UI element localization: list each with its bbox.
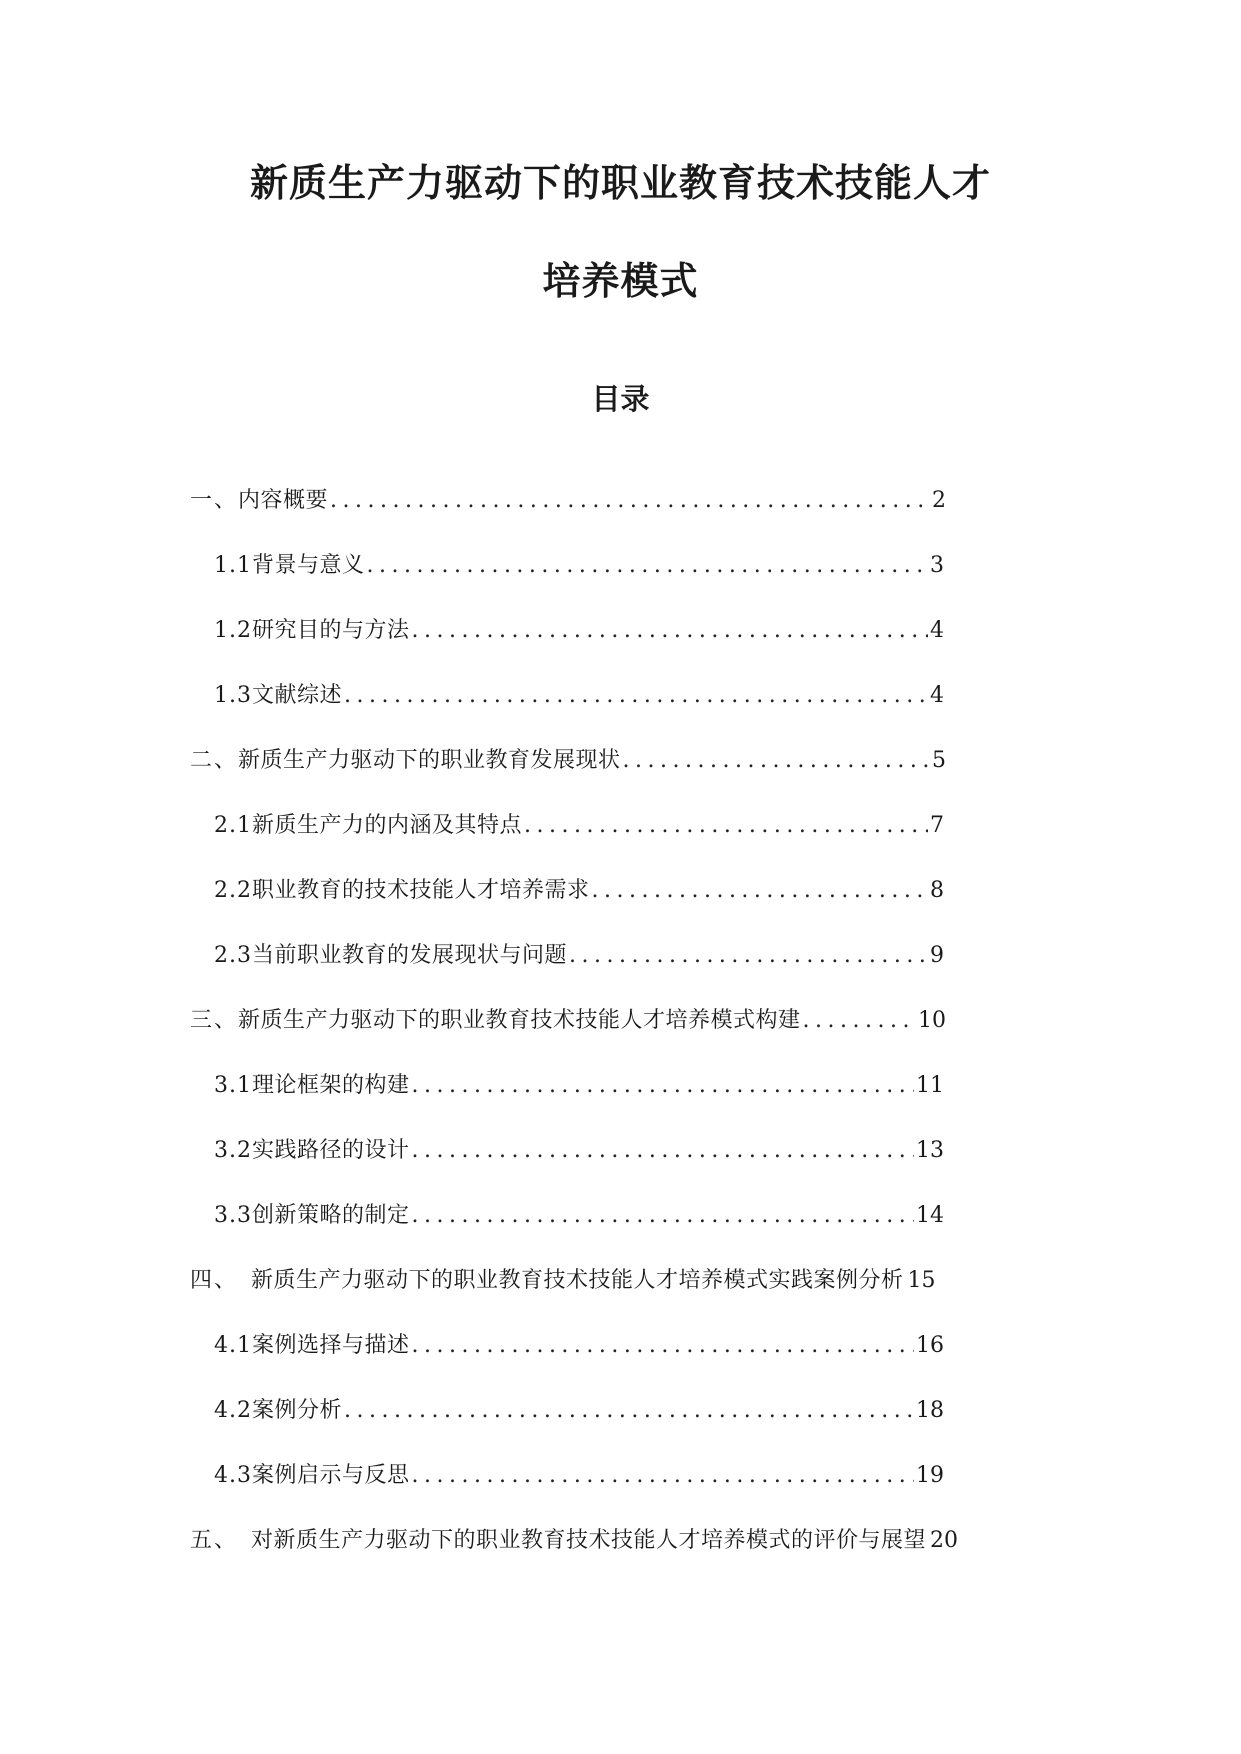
toc-entry[interactable]: [214, 1071, 944, 1101]
toc-entry[interactable]: [190, 1266, 1020, 1296]
toc-entry[interactable]: [214, 616, 944, 646]
toc-leader-dots: [328, 486, 930, 516]
toc-entry-number: 1.2: [214, 618, 252, 643]
toc-leader-dots: [410, 1136, 914, 1166]
document-title-line-2: 培养模式: [542, 258, 699, 303]
toc-entry[interactable]: [214, 681, 944, 711]
toc-entry-number: 1.3: [214, 683, 252, 708]
toc-entry-page: 3: [930, 553, 944, 578]
toc-entry-title: 新质生产力的内涵及其特点: [252, 813, 523, 838]
toc-entry[interactable]: [214, 941, 944, 971]
toc-leader-dots: [801, 1006, 916, 1036]
toc-entry[interactable]: [190, 1006, 946, 1036]
toc-entry-number: 1.1: [214, 553, 252, 578]
toc-entry-number: 3.3: [214, 1203, 252, 1228]
toc-leader-dots: [590, 876, 928, 906]
toc-entry-page: 16: [916, 1333, 944, 1358]
toc-entry[interactable]: [214, 876, 944, 906]
toc-entry-number: 2.3: [214, 943, 252, 968]
toc-entry-number: 4.3: [214, 1463, 252, 1488]
toc-entry-number: 3.1: [214, 1073, 252, 1098]
toc-entry-number: 五、: [190, 1528, 239, 1553]
toc-entry-page: 20: [930, 1528, 959, 1553]
toc-leader-dots: [410, 1331, 914, 1361]
toc-entry[interactable]: [190, 1526, 1050, 1556]
toc-entry-title: 背景与意义: [252, 553, 365, 578]
toc-entry[interactable]: [214, 551, 944, 581]
toc-entry-number: 2.2: [214, 878, 252, 903]
toc-entry-page: 4: [930, 683, 944, 708]
toc-entry-title: 当前职业教育的发展现状与问题: [252, 943, 568, 968]
toc-entry-number: 4.2: [214, 1398, 252, 1423]
toc-entry[interactable]: [190, 746, 946, 776]
toc-entry-title: 对新质生产力驱动下的职业教育技术技能人才培养模式的评价与展望: [251, 1528, 927, 1553]
toc-entry-page: 10: [918, 1008, 946, 1033]
toc-leader-dots: [410, 1201, 914, 1231]
toc-entry-page: 5: [932, 748, 946, 773]
document-title-line-1: 新质生产力驱动下的职业教育技术技能人才: [249, 160, 991, 205]
toc-leader-dots: [410, 616, 928, 646]
toc-entry-title: 案例启示与反思: [252, 1463, 410, 1488]
toc-heading: 目录: [591, 382, 650, 416]
toc-entry-page: 18: [916, 1398, 944, 1423]
toc-entry-number: 2.1: [214, 813, 252, 838]
toc-leader-dots: [567, 941, 928, 971]
toc-entry-number: 一、: [190, 488, 239, 513]
toc-entry[interactable]: [214, 1136, 944, 1166]
toc-entry-page: 19: [916, 1463, 944, 1488]
toc-leader-dots: [410, 1071, 914, 1101]
toc-entry-number: 3.2: [214, 1138, 252, 1163]
toc-entry-page: 9: [930, 943, 944, 968]
toc-entry-title: 创新策略的制定: [252, 1203, 410, 1228]
toc-entry-title: 实践路径的设计: [252, 1138, 410, 1163]
toc-entry-page: 13: [916, 1138, 944, 1163]
toc-entry[interactable]: [214, 1461, 944, 1491]
toc-entry-page: 4: [930, 618, 944, 643]
toc-leader-dots: [410, 1461, 914, 1491]
toc-entry-title: 新质生产力驱动下的职业教育技术技能人才培养模式构建: [238, 1008, 801, 1033]
toc-entry-number: 4.1: [214, 1333, 252, 1358]
toc-entry[interactable]: [190, 486, 946, 516]
toc-entry-page: 11: [916, 1073, 944, 1098]
toc-leader-dots: [365, 551, 928, 581]
toc-entry-title: 案例分析: [252, 1398, 343, 1423]
toc-entry-number: 四、: [190, 1268, 239, 1293]
toc-entry-title: 新质生产力驱动下的职业教育发展现状: [238, 748, 621, 773]
toc-entry-page: 8: [930, 878, 944, 903]
toc-entry[interactable]: [214, 1331, 944, 1361]
toc-entry-number: 三、: [190, 1008, 239, 1033]
toc-entry-page: 14: [916, 1203, 944, 1228]
toc-leader-dots: [342, 1396, 914, 1426]
toc-entry-page: 2: [932, 488, 946, 513]
toc-entry-title: 案例选择与描述: [252, 1333, 410, 1358]
toc-entry-title: 文献综述: [252, 683, 343, 708]
toc-entry[interactable]: [214, 1201, 944, 1231]
toc-entry-page: 15: [907, 1268, 936, 1293]
toc-entry-title: 新质生产力驱动下的职业教育技术技能人才培养模式实践案例分析: [251, 1268, 904, 1293]
toc-entry-title: 理论框架的构建: [252, 1073, 410, 1098]
toc-leader-dots: [621, 746, 930, 776]
toc-entry-title: 研究目的与方法: [252, 618, 410, 643]
toc-entry-number: 二、: [190, 748, 239, 773]
toc-leader-dots: [522, 811, 928, 841]
toc-entry-title: 内容概要: [238, 488, 329, 513]
toc-entry-title: 职业教育的技术技能人才培养需求: [252, 878, 590, 903]
toc-entry-page: 7: [930, 813, 944, 838]
toc-leader-dots: [342, 681, 928, 711]
toc-entry[interactable]: [214, 811, 944, 841]
toc-entry[interactable]: [214, 1396, 944, 1426]
